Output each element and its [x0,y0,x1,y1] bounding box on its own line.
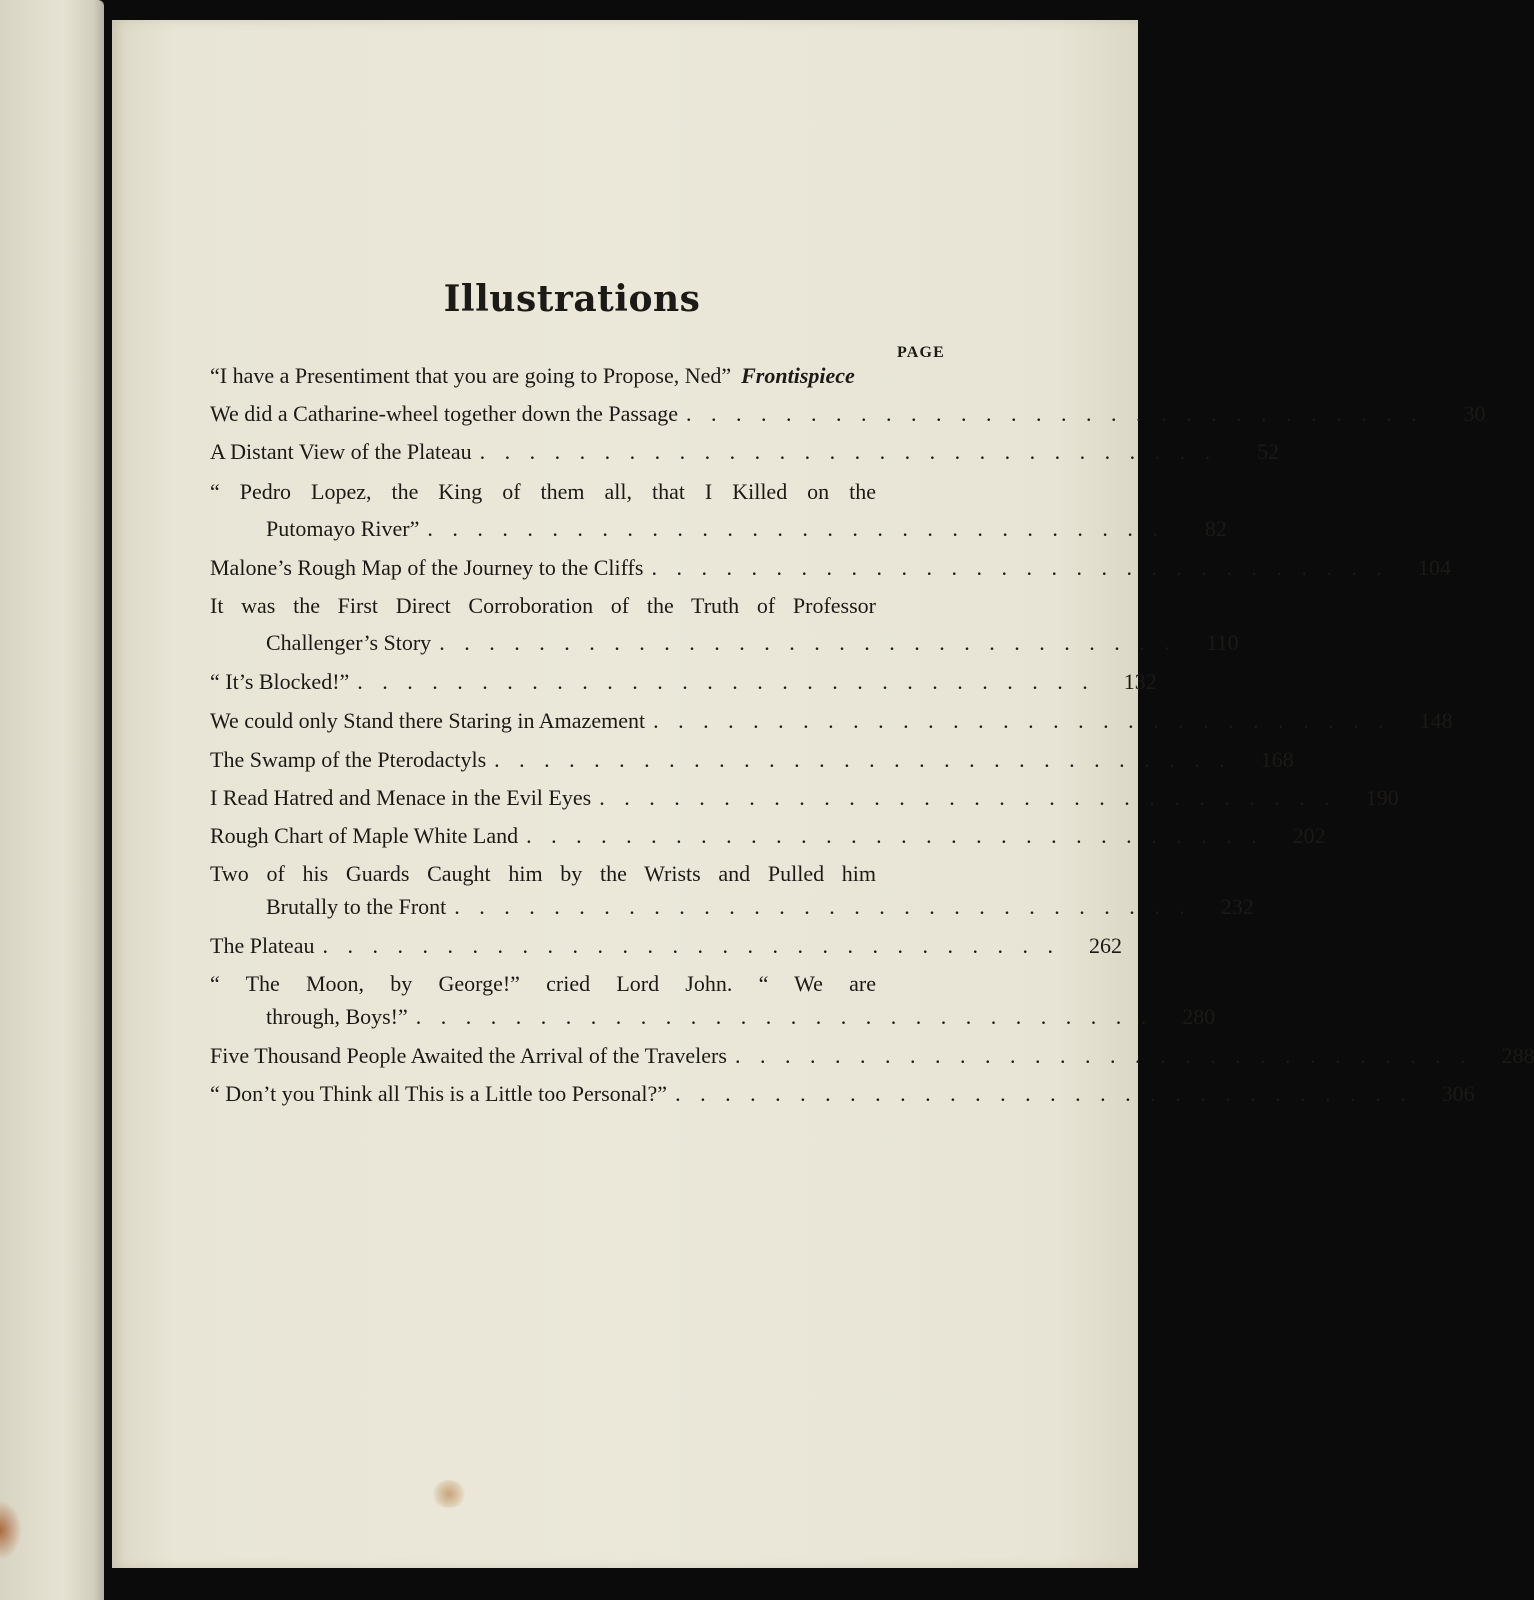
entry-caption: We did a Catharine-wheel together down the Passage [210,401,679,426]
illustration-entry [210,362,948,389]
illustration-entry [210,707,1453,734]
entry-caption-continued: through, Boys!” [266,1004,408,1029]
illustration-entry [210,478,1227,542]
dot-leader: . . . . . . . . . . . . . . . . . . . . . . . . . . . . . . [322,933,1060,958]
illustration-entry [210,784,1399,811]
entry-caption: Malone’s Rough Map of the Journey to the Cliffs [210,555,644,580]
illustration-entry [210,668,1157,695]
dot-leader: . . . . . . . . . . . . . . . . . . . . . . . . . . . . . . [675,1081,1413,1106]
entry-caption: Rough Chart of Maple White Land [210,823,519,848]
entry-caption: It was the First Direct Corroboration of the Truth of Professor [210,593,876,618]
entry-caption: We could only Stand there Staring in Amazement [210,708,646,733]
illustration-entry [210,592,1239,656]
dot-leader: . . . . . . . . . . . . . . . . . . . . . . . . . . . . . . [599,785,1337,810]
dot-leader: . . . . . . . . . . . . . . . . . . . . . . . . . . . . . . [653,708,1391,733]
entry-caption-continued: Putomayo River” [266,516,420,541]
entry-caption-continued: Challenger’s Story [266,630,432,655]
illustration-entry [210,554,1451,581]
entry-caption: “ The Moon, by George!” cried Lord John. “ We are [210,971,876,996]
dot-leader: . . . . . . . . . . . . . . . . . . . . . . . . . . . . . . [686,401,1424,426]
edge-stain [0,1500,22,1560]
dot-leader: . . . . . . . . . . . . . . . . . . . . . . . . . . . . . . [526,823,1264,848]
entry-page: 148 [1419,708,1453,733]
entry-page: 202 [1292,823,1326,848]
entry-page: 30 [1463,401,1486,426]
dot-leader: . . . . . . . . . . . . . . . . . . . . . . . . . . . . . . [651,555,1389,580]
entry-caption: Two of his Guards Caught him by the Wrists and Pulled him [210,861,876,886]
dot-leader: . . . . . . . . . . . . . . . . . . . . . . . . . . . . . . [427,516,1165,541]
dot-leader: . . . . . . . . . . . . . . . . . . . . . . . . . . . . . . [454,894,1192,919]
left-page-edge [0,0,104,1600]
dot-leader: . . . . . . . . . . . . . . . . . . . . . . . . . . . . . . [357,669,1095,694]
entry-page: 52 [1257,439,1280,464]
entry-page: 280 [1182,1004,1216,1029]
illustration-entry [210,860,1254,920]
entry-page: 306 [1441,1081,1475,1106]
paper-stain [432,1480,466,1508]
entry-caption: The Plateau [210,933,315,958]
illustration-entry [210,970,1216,1030]
illustration-entry [210,438,1280,465]
entry-caption: Five Thousand People Awaited the Arrival of the Travelers [210,1043,727,1068]
entry-page: 168 [1260,747,1294,772]
illustration-entry [210,1042,1534,1069]
entry-page: 104 [1417,555,1451,580]
illustration-entry [210,1080,1475,1107]
entry-page: 288 [1501,1043,1534,1068]
entry-page: 132 [1123,669,1157,694]
entry-page: 110 [1206,630,1239,655]
dot-leader: . . . . . . . . . . . . . . . . . . . . . . . . . . . . . . [494,747,1232,772]
entry-page: 232 [1220,894,1254,919]
dot-leader: . . . . . . . . . . . . . . . . . . . . . . . . . . . . . . [479,439,1218,464]
entry-page: 82 [1204,516,1227,541]
entry-caption: “ It’s Blocked!” [210,669,350,694]
dot-leader: . . . . . . . . . . . . . . . . . . . . . . . . . . . . . . [734,1043,1473,1068]
illustration-entry [210,746,1294,773]
dot-leader: . . . . . . . . . . . . . . . . . . . . . . . . . . . . . . [439,630,1177,655]
entry-caption: The Swamp of the Pterodactyls [210,747,487,772]
page-column-label: PAGE [897,344,946,361]
entry-caption: “ Don’t you Think all This is a Little too Personal?” [210,1081,668,1106]
entry-caption-continued: Brutally to the Front [266,894,447,919]
entry-page: 262 [1088,933,1122,958]
entry-caption: A Distant View of the Plateau [210,439,472,464]
entry-caption: I Read Hatred and Menace in the Evil Eyes [210,785,592,810]
page-title: Illustrations [443,278,701,320]
entry-caption: “I have a Presentiment that you are going to Propose, Ned” [210,363,732,388]
entry-page: 190 [1365,785,1399,810]
dot-leader: . . . . . . . . . . . . . . . . . . . . . . . . . . . . . . [415,1004,1154,1029]
entry-page: Frontispiece [741,363,855,388]
illustration-entry [210,932,1122,959]
entry-caption: “ Pedro Lopez, the King of them all, that I Killed on the [210,479,876,504]
illustration-entry [210,400,1486,427]
illustration-entry [210,822,1326,849]
